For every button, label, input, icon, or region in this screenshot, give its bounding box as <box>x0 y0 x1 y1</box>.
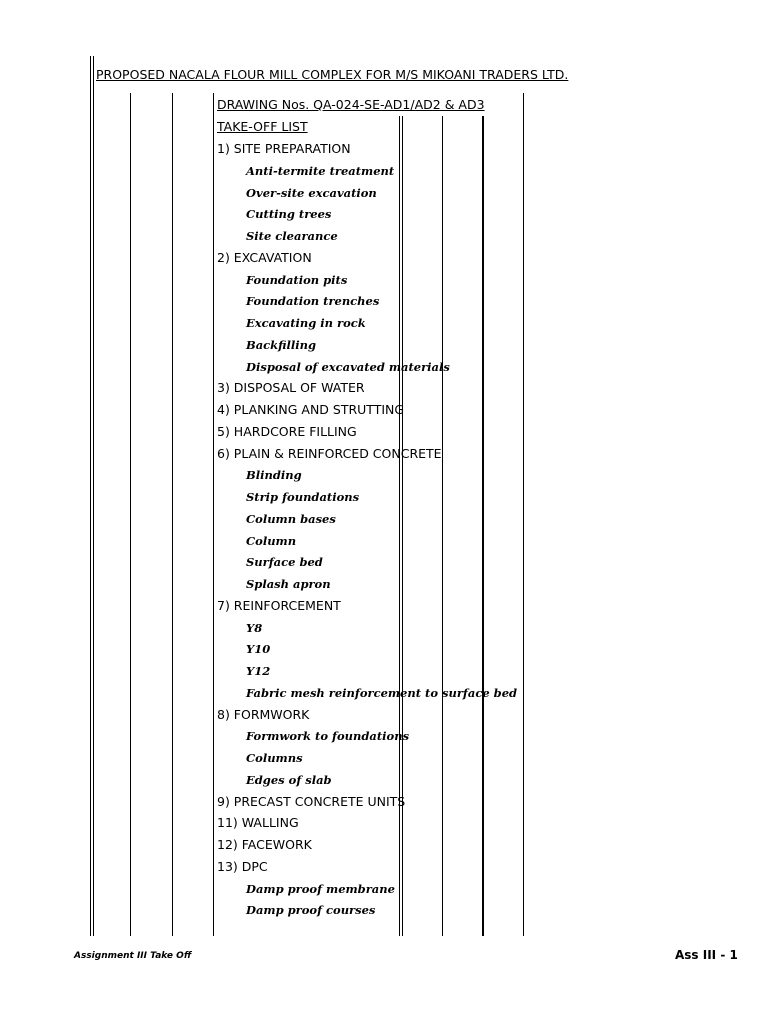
takeoff-item: Edges of slab <box>246 772 332 787</box>
takeoff-list-title: TAKE-OFF LIST <box>217 119 308 134</box>
rule-col-5 <box>442 116 443 936</box>
takeoff-item: Surface bed <box>246 555 323 570</box>
takeoff-item: Y12 <box>246 664 271 678</box>
takeoff-section-heading: 13) DPC <box>217 858 268 874</box>
takeoff-section-heading: 11) WALLING <box>217 815 299 831</box>
takeoff-item: Y10 <box>246 642 271 657</box>
rule-col-7 <box>523 93 524 936</box>
takeoff-item: Columns <box>246 751 303 765</box>
rule-margin-1 <box>90 56 91 936</box>
rule-col-4b <box>402 116 403 936</box>
takeoff-section-heading: 3) DISPOSAL OF WATER <box>217 380 365 396</box>
takeoff-item: Splash apron <box>246 577 331 591</box>
rule-col-2 <box>172 93 173 936</box>
takeoff-section-heading: 7) REINFORCEMENT <box>217 597 341 613</box>
project-title: PROPOSED NACALA FLOUR MILL COMPLEX FOR M/S MIKOANI TRADERS LTD. <box>96 67 569 82</box>
takeoff-section-heading: 8) FORMWORK <box>217 706 310 722</box>
takeoff-section-heading: 4) PLANKING AND STRUTTING <box>217 402 405 417</box>
takeoff-item: Cutting trees <box>246 207 332 222</box>
takeoff-item: Column <box>246 533 297 548</box>
takeoff-item: Y8 <box>246 620 263 635</box>
rule-col-3 <box>213 93 214 936</box>
takeoff-item: Disposal of excavated materials <box>246 359 450 374</box>
takeoff-section-heading: 6) PLAIN & REINFORCED CONCRETE <box>217 445 442 461</box>
rule-col-6 <box>482 116 484 936</box>
takeoff-section-heading: 9) PRECAST CONCRETE UNITS <box>217 793 406 809</box>
takeoff-item: Fabric mesh reinforcement to surface bed <box>246 685 518 700</box>
takeoff-item: Backfilling <box>246 337 317 352</box>
takeoff-item: Damp proof courses <box>246 903 376 918</box>
takeoff-item: Damp proof membrane <box>246 881 395 896</box>
takeoff-item: Blinding <box>246 468 302 483</box>
takeoff-item: Foundation pits <box>246 272 348 287</box>
drawing-numbers: DRAWING Nos. QA-024-SE-AD1/AD2 & AD3 <box>217 97 485 112</box>
rule-col-4a <box>399 116 400 936</box>
takeoff-item: Column bases <box>246 511 336 526</box>
takeoff-section-heading: 1) SITE PREPARATION <box>217 141 351 156</box>
takeoff-item: Strip foundations <box>246 490 360 504</box>
rule-margin-2 <box>93 56 94 936</box>
takeoff-section-heading: 5) HARDCORE FILLING <box>217 423 357 439</box>
takeoff-item: Foundation trenches <box>246 294 380 309</box>
footer-assignment-label: Assignment III Take Off <box>74 951 192 961</box>
takeoff-section-heading: 12) FACEWORK <box>217 837 312 852</box>
takeoff-item: Over-site excavation <box>246 185 377 200</box>
takeoff-item: Excavating in rock <box>246 316 366 330</box>
takeoff-item: Anti-termite treatment <box>246 163 395 178</box>
takeoff-section-heading: 2) EXCAVATION <box>217 249 312 265</box>
takeoff-item: Formwork to foundations <box>246 729 410 744</box>
takeoff-item: Site clearance <box>246 229 338 243</box>
footer-page-number: Ass III - 1 <box>675 948 738 962</box>
rule-col-1 <box>130 93 131 936</box>
